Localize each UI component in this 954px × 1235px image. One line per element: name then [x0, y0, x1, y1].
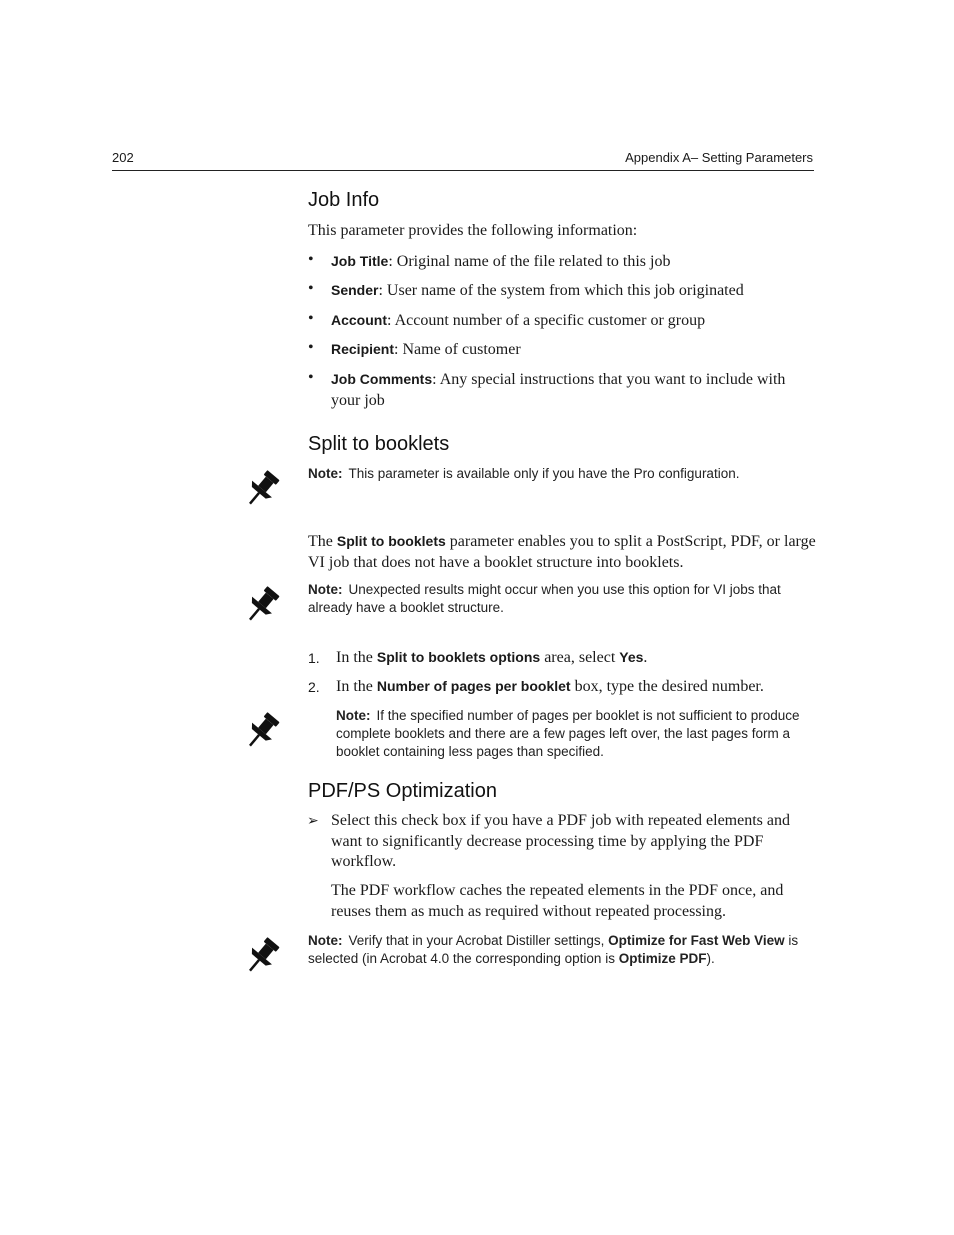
- pdf-heading: PDF/PS Optimization: [308, 780, 497, 802]
- note-distiller: [308, 932, 808, 968]
- step-number: 2.: [308, 679, 320, 695]
- job-info-intro: This parameter provides the following information:: [308, 222, 638, 239]
- note-term: Optimize PDF: [618, 951, 707, 966]
- note-vi-jobs: [308, 581, 818, 617]
- header-rule: [112, 170, 814, 171]
- step-1: [336, 647, 816, 669]
- note-term: Optimize for Fast Web View: [608, 933, 785, 948]
- note-label: Note:: [336, 708, 371, 723]
- note-leftover-pages: [336, 707, 806, 761]
- pdf-step: Select this check box if you have a PDF job with repeated elements and want to significantly decrease processing time by applying the PDF workflow.: [331, 812, 790, 870]
- running-header: Appendix A– Setting Parameters: [625, 150, 813, 165]
- pdf-paragraph: The PDF workflow caches the repeated elements in the PDF once, and reuses them as much as required without repeated processing.: [331, 882, 784, 920]
- note-text: This parameter is available only if you have the Pro configuration.: [348, 466, 740, 481]
- pushpin-note-icon: [240, 583, 284, 627]
- bullet: •: [308, 280, 314, 297]
- step-2: [336, 676, 816, 698]
- step-term: Number of pages per booklet: [376, 678, 571, 694]
- job-info-heading: Job Info: [308, 189, 380, 211]
- para-term: Split to booklets: [336, 533, 446, 549]
- item-term: Job Title: [331, 253, 389, 269]
- step-term: Yes: [619, 649, 644, 665]
- pushpin-note-icon: [240, 709, 284, 753]
- para-text: The: [308, 533, 337, 550]
- item-text: : Name of customer: [394, 341, 521, 358]
- note-text: ).: [706, 951, 715, 966]
- item-text: : Account number of a specific customer or group: [387, 312, 706, 329]
- item-text: : User name of the system from which this job originated: [378, 282, 744, 299]
- bullet: •: [308, 369, 314, 386]
- pushpin-note-icon: [240, 934, 284, 978]
- step-term: Split to booklets options: [376, 649, 541, 665]
- page-number: 202: [112, 150, 134, 165]
- list-item: [331, 369, 815, 411]
- list-item: [331, 280, 815, 302]
- note-text: Verify that in your Acrobat Distiller settings,: [348, 933, 609, 948]
- step-text: area, select: [540, 649, 620, 666]
- item-term: Recipient: [331, 341, 395, 357]
- item-text: : Any special instructions that you want to include with your job: [331, 371, 786, 409]
- note-label: Note:: [308, 933, 343, 948]
- para-text: parameter enables you to split a PostScript, PDF, or large VI job that does not have a booklet structure into booklets.: [308, 533, 816, 571]
- step-text: box, type the desired number.: [570, 678, 764, 695]
- split-paragraph: [308, 531, 816, 573]
- step-number: 1.: [308, 650, 320, 666]
- item-term: Account: [331, 312, 387, 328]
- note-text: is selected (in Acrobat 4.0 the corresponding option is: [308, 933, 799, 966]
- arrow-bullet-icon: ➢: [307, 813, 319, 829]
- step-text: .: [643, 649, 648, 666]
- step-text: In the: [336, 678, 377, 695]
- pushpin-note-icon: [240, 467, 284, 511]
- item-term: Job Comments: [331, 371, 433, 387]
- split-heading: Split to booklets: [308, 433, 450, 455]
- step-text: In the: [336, 649, 377, 666]
- bullet: •: [308, 339, 314, 356]
- bullet: •: [308, 310, 314, 327]
- note-text: If the specified number of pages per booklet is not sufficient to produce complete booklets and there are a few pages left over, the last pages form a booklet containing less pages than specified.: [336, 708, 800, 759]
- note-text: Unexpected results might occur when you use this option for VI jobs that already have a booklet structure.: [308, 582, 781, 615]
- note-label: Note:: [308, 582, 343, 597]
- list-item: [331, 251, 815, 273]
- list-item: [331, 310, 815, 332]
- item-text: : Original name of the file related to this job: [388, 253, 671, 270]
- item-term: Sender: [331, 282, 379, 298]
- list-item: [331, 339, 815, 361]
- note-pro-config: [308, 465, 818, 483]
- bullet: •: [308, 251, 314, 268]
- note-label: Note:: [308, 466, 343, 481]
